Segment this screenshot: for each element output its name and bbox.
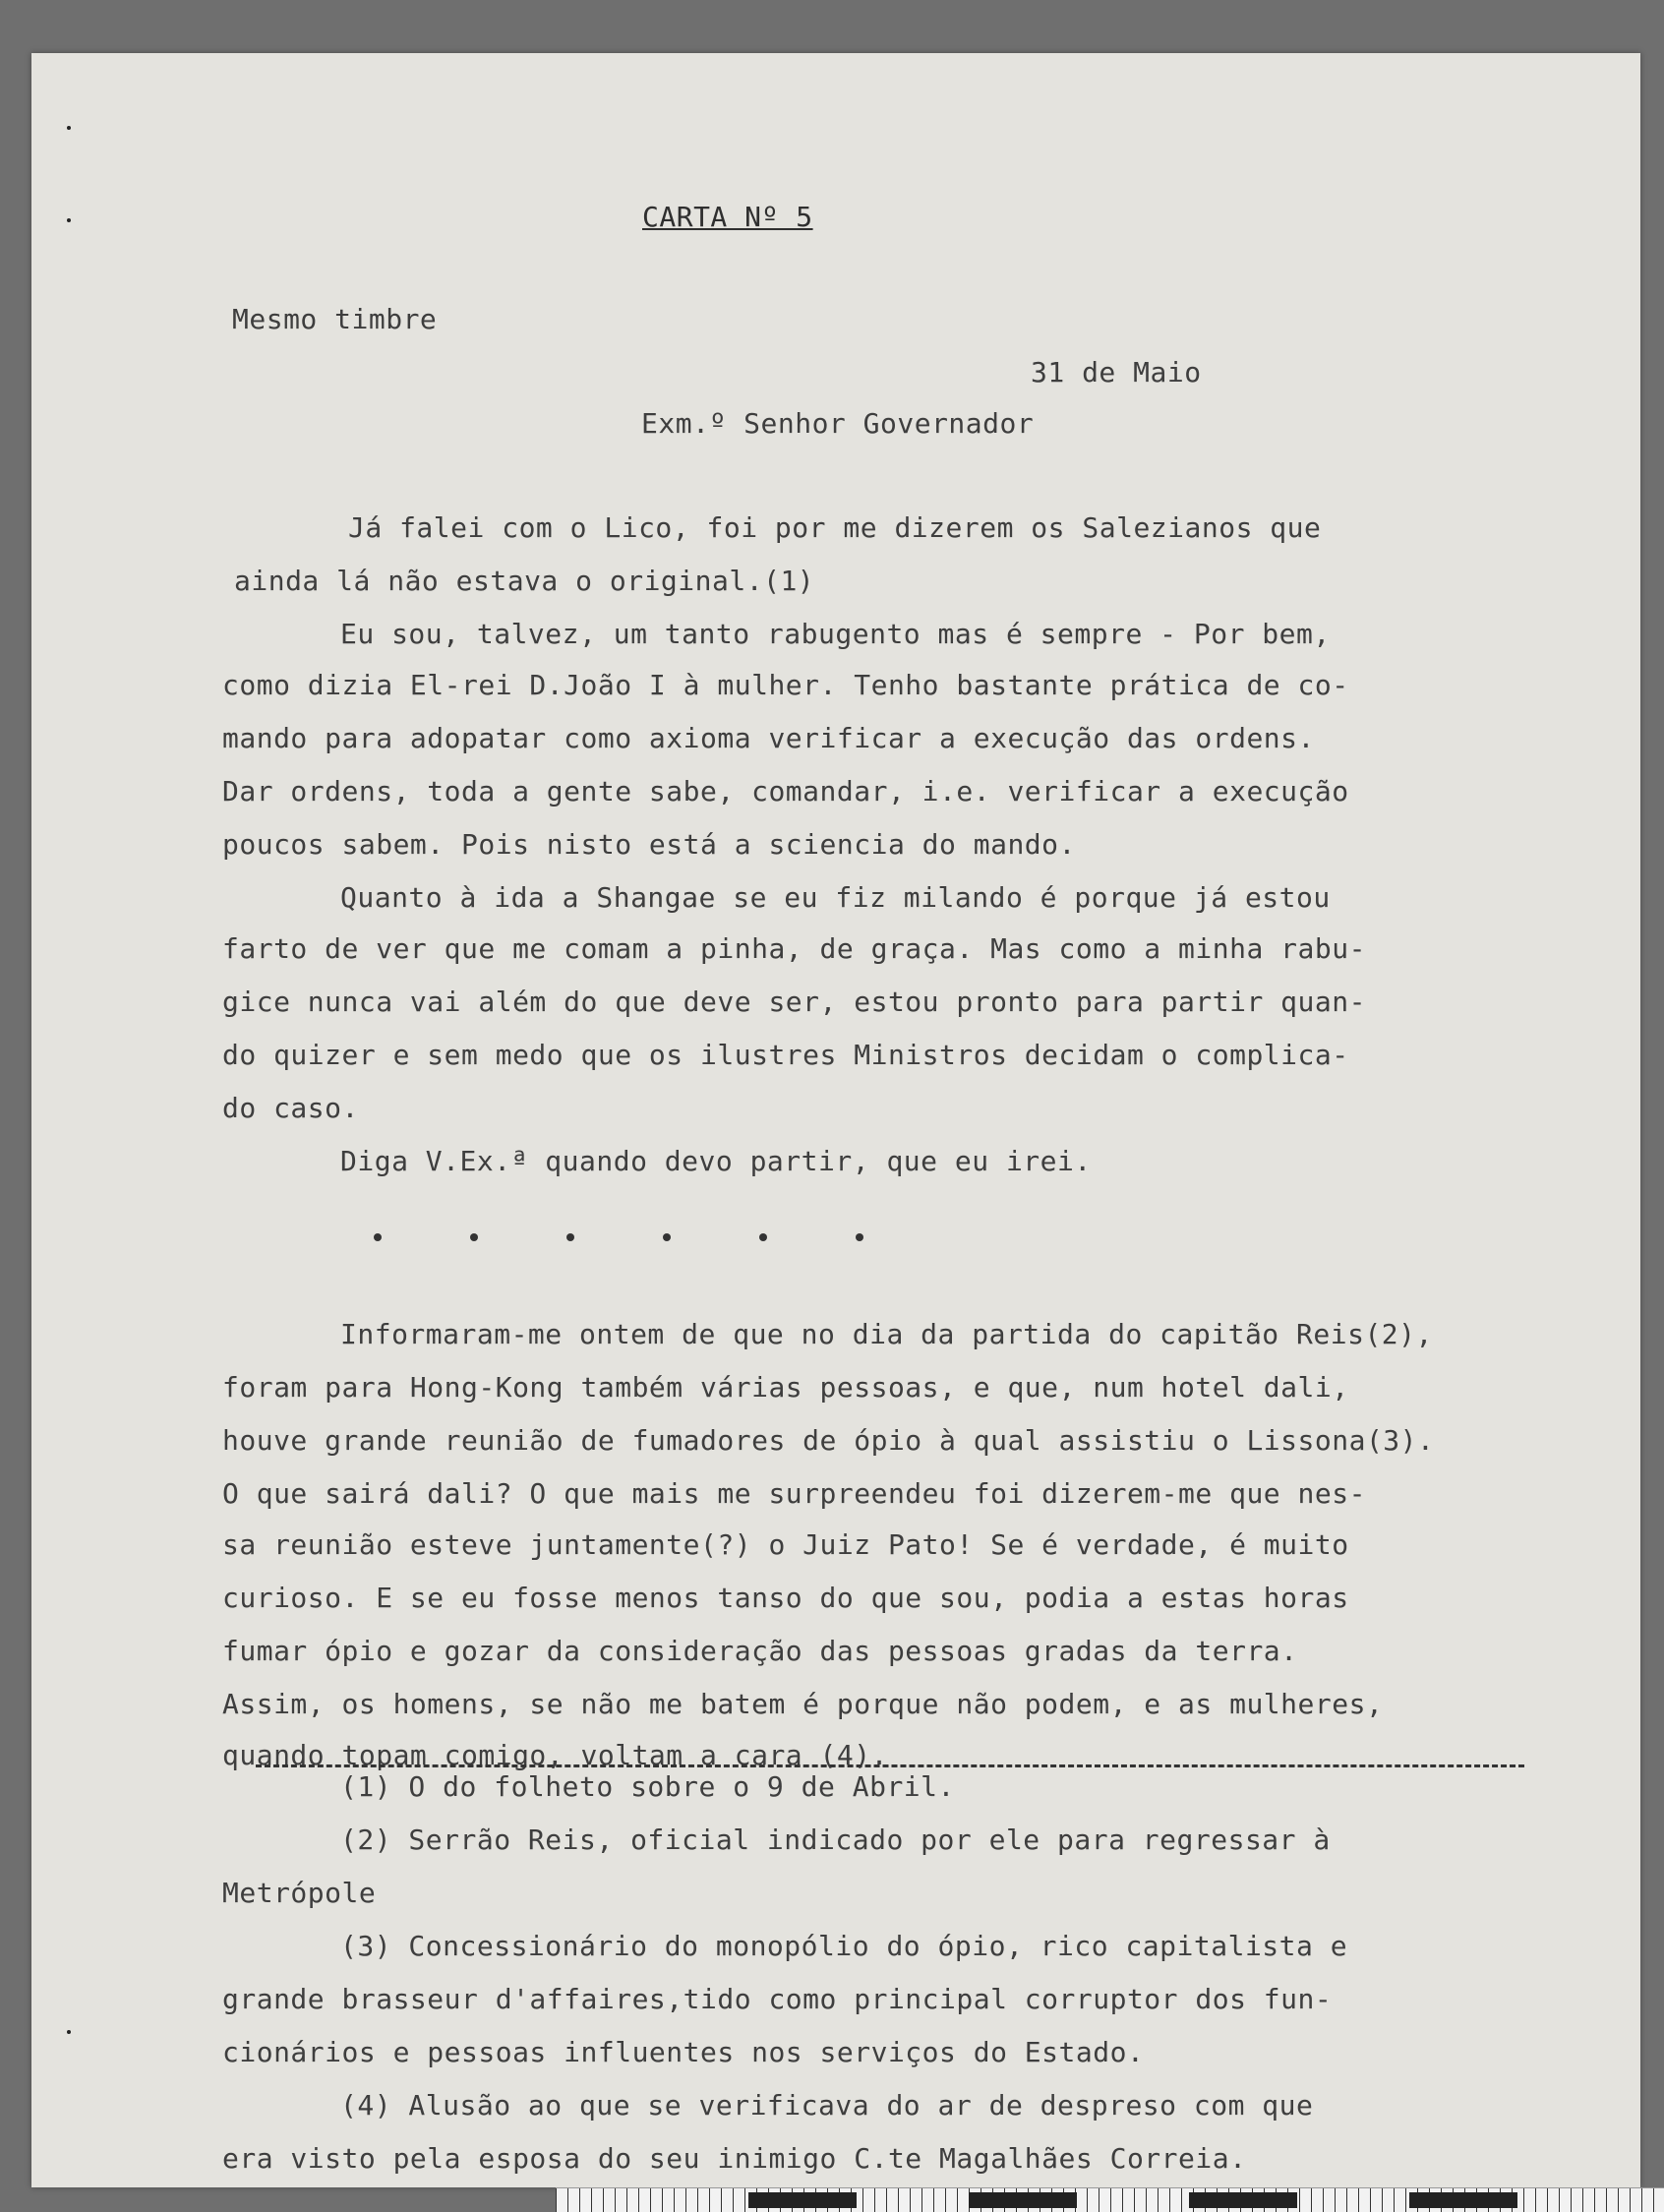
ruler-segment	[969, 2192, 1077, 2208]
body-line: Assim, os homens, se não me batem é porque não podem, e as mulheres,	[222, 1688, 1384, 1720]
scan-mark	[67, 126, 71, 130]
letterhead-note: Mesmo timbre	[232, 303, 438, 335]
body-line: curioso. E se eu fosse menos tanso do que sou, podia a estas horas	[222, 1582, 1349, 1614]
body-line: quando topam comigo, voltam a cara (4).	[222, 1739, 888, 1771]
body-line: O que sairá dali? O que mais me surpreendeu foi dizerem-me que nes-	[222, 1477, 1366, 1510]
body-line: Quanto à ida a Shangae se eu fiz milando é porque já estou	[340, 881, 1331, 914]
body-line: ainda lá não estava o original.(1)	[234, 565, 815, 597]
body-line: Dar ordens, toda a gente sabe, comandar, i.e. verificar a execução	[222, 775, 1349, 807]
separator-dot	[374, 1233, 382, 1241]
salutation: Exm.º Senhor Governador	[641, 407, 1035, 440]
letter-date: 31 de Maio	[1031, 356, 1202, 389]
body-line: Eu sou, talvez, um tanto rabugento mas é sempre - Por bem,	[340, 618, 1331, 650]
body-line: Diga V.Ex.ª quando devo partir, que eu irei.	[340, 1145, 1092, 1177]
separator-dot	[470, 1233, 478, 1241]
ruler-segment	[1189, 2192, 1297, 2208]
footnote-line: (2) Serrão Reis, oficial indicado por ele para regressar à	[340, 1823, 1331, 1856]
ruler-segment	[1409, 2192, 1517, 2208]
footnote-line: Metrópole	[222, 1877, 377, 1909]
scan-mark	[67, 2030, 71, 2034]
separator-dot	[759, 1233, 767, 1241]
footnote-line: era visto pela esposa do seu inimigo C.te Magalhães Correia.	[222, 2142, 1247, 2175]
separator-dot	[856, 1233, 863, 1241]
body-line: do caso.	[222, 1092, 359, 1124]
footnote-line: cionários e pessoas influentes nos serviços do Estado.	[222, 2036, 1145, 2068]
body-line: do quizer e sem medo que os ilustres Ministros decidam o complica-	[222, 1039, 1349, 1071]
body-line: mando para adopatar como axioma verificar a execução das ordens.	[222, 722, 1315, 754]
body-line: gice nunca vai além do que deve ser, estou pronto para partir quan-	[222, 986, 1366, 1018]
body-line: fumar ópio e gozar da consideração das pessoas gradas da terra.	[222, 1635, 1298, 1667]
body-line: poucos sabem. Pois nisto está a sciencia do mando.	[222, 828, 1076, 861]
body-line: farto de ver que me comam a pinha, de graça. Mas como a minha rabu-	[222, 932, 1366, 965]
footnote-line: (1) O do folheto sobre o 9 de Abril.	[340, 1770, 955, 1803]
footnote-line: grande brasseur d'affaires,tido como principal corruptor dos fun-	[222, 1983, 1333, 2015]
body-line: Já falei com o Lico, foi por me dizerem os Salezianos que	[348, 511, 1322, 544]
separator-dot	[566, 1233, 574, 1241]
scale-ruler	[556, 2187, 1664, 2212]
body-line: houve grande reunião de fumadores de ópio à qual assistiu o Lissona(3).	[222, 1424, 1435, 1457]
separator-dot	[663, 1233, 671, 1241]
typed-letter	[31, 53, 1640, 2187]
body-line: como dizia El-rei D.João I à mulher. Tenho bastante prática de co-	[222, 669, 1349, 701]
body-line: sa reunião esteve juntamente(?) o Juiz Pato! Se é verdade, é muito	[222, 1528, 1349, 1561]
ruler-segment	[748, 2192, 857, 2208]
letter-title: CARTA Nº 5	[642, 201, 813, 233]
document-page	[31, 53, 1640, 2187]
body-line: Informaram-me ontem de que no dia da partida do capitão Reis(2),	[340, 1318, 1433, 1350]
scan-mark	[67, 218, 71, 222]
footnote-line: (4) Alusão ao que se verificava do ar de despreso com que	[340, 2089, 1314, 2122]
footnote-line: (3) Concessionário do monopólio do ópio, rico capitalista e	[340, 1930, 1348, 1962]
body-line: foram para Hong-Kong também várias pessoas, e que, num hotel dali,	[222, 1371, 1349, 1404]
